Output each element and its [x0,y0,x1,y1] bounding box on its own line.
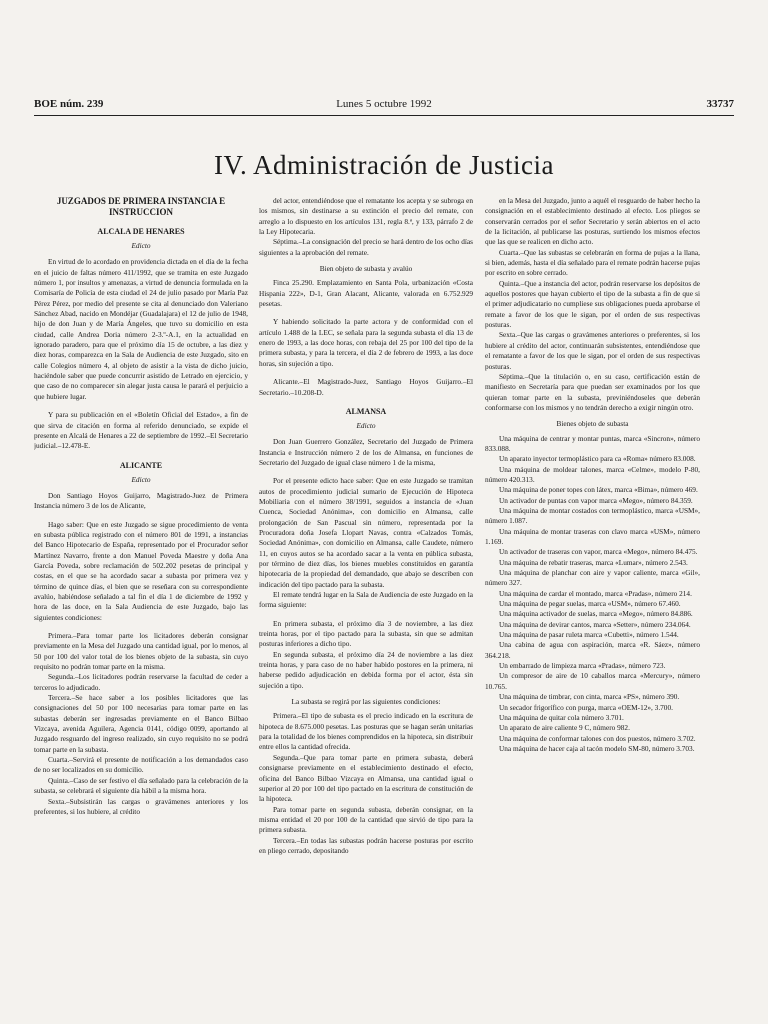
paragraph: Por el presente edicto hace saber: Que en este Juzgado se tramitan autos de procedimiento judicial sumario de Ejecución de Hipoteca Mobiliaria con el número 38/1991, seguidos a instancia de «Juan Cuenca, Sociedad Anónima», con domicilio en Almansa, calle prolongación de San Pascual sin número, representada por la Procuradora doña Josefa Llopart Navas, contra «Calzados Tomás, Sociedad Anónima», con domicilio en Almansa, calle Caudete, número 11, en cuyos autos se ha acordado sacar a la venta en pública subasta, por término de diez días, los bienes muebles constituidos en garantía hipotecaria de la propiedad del demandado, que abajo se describen con indicación del tipo pactado para la subasta. [259,476,473,589]
paragraph: Un aparato inyector termoplástico para ca «Roma» número 83.008. [499,454,696,464]
paragraph: Un secador frigorífico con purga, marca «OEM-12», 3.700. [499,702,673,712]
paragraph: Quinta.–Que a instancia del actor, podrán reservarse los depósitos de aquellos postores que hayan cubierto el tipo de la subasta a fin de que si el primer adjudicatario no cumpliese sus obligaciones pueda aprobarse el remate a favor de los que le sigan, por el orden de sus respectivas posturas. [485,278,700,330]
paragraph: Don Santiago Hoyos Guijarro, Magistrado-Juez de Primera Instancia número 3 de los de Alicante, [34,490,248,511]
paragraph: Hago saber: Que en este Juzgado se sigue procedimiento de venta en subasta pública registrado con el número 801 de 1991, a instancias del Banco Hipotecario de España, representado por el Procurador señor Martínez Navarro, frente a don Manuel Poveda Maestre y doña Ana García Poveda, sobre reclamación de 502.202 pesetas de principal y costas, en el que se ha acordado sacar a subasta por primera vez y término de quince días, el bien que se reseñara con su correspondiente avalúo, habiéndose señalado a tal fin el día 1 de diciembre de 1992 y hora de las doce, en la Sala Audiencia de este Juzgado, bajo las siguientes condiciones: [34,519,248,622]
paragraph: Un compresor de aire de 10 caballos marca «Mercury», número 10.765. [485,671,700,691]
paragraph: En primera subasta, el próximo día 3 de noviembre, a las diez treinta horas, por el tipo pactado para la subasta, sin que se admitan posturas inferiores a dicho tipo. [259,618,473,649]
section-heading: JUZGADOS DE PRIMERA INSTANCIA E INSTRUCCION [56,196,226,217]
paragraph: Don Juan Guerrero González, Secretario del Juzgado de Primera Instancia e Instrucción número 2 de los de Almansa, en funciones de Secretario del Juzgado de igual clase número 1 de la misma, [259,437,473,467]
court-heading: ALMANSA [345,406,387,416]
paragraph: Una máquina de timbrar, con cinta, marca «PS», número 390. [499,692,680,702]
court-heading: ALCALA DE HENARES [97,227,185,236]
journal-issue: BOE núm. 239 [34,98,104,110]
column-2 [259,196,473,1018]
issue-date: Lunes 5 octubre 1992 [336,98,432,110]
paragraph: Cuarta.–Servirá el presente de notificación a los demandados caso de no ser localizados en su domicilio. [34,755,248,775]
paragraph: Y habiendo solicitado la parte actora y de conformidad con el artículo 1.488 de la LEC, se señala para la segunda subasta el día 13 de enero de 1993, a las doce horas, con rebaja del 25 por 100 del tipo de la primera subasta, y para la tercera, el día 2 de febrero de 1993, a las doce horas, sin sujeción a tipo. [259,317,473,368]
paragraph: Séptima.–Que la titulación o, en su caso, certificación están de manifiesto en Secretaría para que puedan ser examinados por los que quieran tomar parte en la subasta, previniéndoseles que deberán conformarse con los mismos y no tendrán derecho a exigir ningún otro. [485,371,700,412]
paragraph: Séptima.–La consignación del precio se hará dentro de los ocho días siguientes a la aprobación del remate. [259,237,473,257]
paragraph: Una máquina de hacer caja al tacón modelo SM-80, número 3.703. [499,743,695,753]
paragraph: Sexta.–Subsistirán las cargas o gravámenes anteriores y los preferentes, si los hubiere, al crédito [34,796,248,816]
paragraph: Una máquina de quitar cola número 3.701. [499,712,624,722]
paragraph: Una máquina de conformar talones con dos puestos, número 3.702. [499,733,696,743]
paragraph: Finca 25.290. Emplazamiento en Santa Pola, urbanización «Costa Hispania 222», D-1, Gran Alacant, Alicante, valorada en 6.752.929 pesetas. [259,278,473,309]
paragraph: Una máquina de montar costados con termoplástico, marca «USM», número 1.087. [485,505,700,526]
paragraph: Cuarta.–Que las subastas se celebrarán en forma de pujas a la llana, si bien, además, hasta el día señalado para el remate podrán hacerse pujas por escrito en sobre cerrado. [485,247,700,278]
paragraph: En virtud de lo acordado en providencia dictada en el día de la fecha en el juicio de faltas número 411/1992, que se tramita en este Juzgado número 1, por insultos y amenazas, a virtud de denuncia formulada en la Comisaría de Policía de esta ciudad el 24 de julio pasado por María Paz Pérez Pérez, por medio del presente se cita al denunciado don Valeriano Sánchez Abad, nacido en Mondéjar (Guadalajara) el 12 de julio de 1948, hijo de don Juan y de María Ángeles, que tuvo su domicilio en esta ciudad, calle Andrea Doria número 2-3.º-A.1, en la actualidad en ignorado paradero, para que el próximo día 15 de octubre, a las diez y diez horas, comparezca en la Sala de Audiencia de este Juzgado, sito en calle Colegios número 4, al objeto de asistir a la vista de dicho juicio, haciéndole saber que puede concurrir asistido de Letrado en ejercicio, y que caso de no comparecer sin alegar justa causa le parará el perjuicio a que hubiere lugar. [34,257,248,401]
paragraph: Segunda.–Los licitadores podrán reservarse la facultad de ceder a terceros lo adjudicado. [34,672,248,692]
column-1 [34,196,248,1018]
paragraph: Y para su publicación en el «Boletín Oficial del Estado», a fin de que sirva de citación en forma al referido denunciado, se expide el presente en Alcalá de Henares a 22 de septiembre de 1992.–El Secretario judicial.–12.478-E. [34,410,248,451]
paragraph: Una cabina de agua con aspiración, marca «R. Sáez», número 364.218. [485,640,700,660]
paragraph: Primera.–Para tomar parte los licitadores deberán consignar previamente en la Mesa del Juzgado una cantidad igual, por lo menos, al 50 por 100 del valor total de los bienes objeto de la subasta, sin cuyo requisito no podrán tomar parte en la misma. [34,631,248,672]
paragraph: Para tomar parte en segunda subasta, deberán consignar, en la misma entidad el 20 por 100 de la cantidad que sirvió de tipo para la primera subasta. [259,804,473,835]
paragraph: Un embarrado de limpieza marca «Pradas», número 723. [499,661,666,671]
paragraph: Tercera.–En todas las subastas podrán hacerse posturas por escrito en pliego cerrado, depositando [259,835,473,855]
edict-label: Edicto [131,474,151,484]
column-3 [485,196,700,1018]
paragraph: Quinta.–Caso de ser festivo el día señalado para la celebración de la subasta, se celebrará el siguiente día hábil a la misma hora. [34,775,248,796]
paragraph: El remate tendrá lugar en la Sala de Audiencia de este Juzgado en la forma siguiente: [259,590,473,610]
section-title: IV. Administración de Justicia [214,150,554,180]
paragraph: Alicante.–El Magistrado-Juez, Santiago Hoyos Guijarro.–El Secretario.–10.208-D. [259,377,473,397]
paragraph: Una máquina de rebatir traseras, marca «Lumar», número 2.543. [499,557,688,567]
paragraph: En segunda subasta, el próximo día 24 de noviembre a las diez treinta horas, y para caso de no haber habido postores en la primera, ni haberse pedido adjudicación en debida forma por el actor, ésta sin sujeción a tipo. [259,649,473,690]
paragraph: Una máquina de pasar ruleta marca «Cubetti», número 1.544. [499,630,679,640]
paragraph: Una máquina de moldear talones, marca «Celme», modelo P-80, número 420.313. [485,464,700,484]
subheading: La subasta se regirá por las siguientes condiciones: [291,697,441,707]
subheading: Bien objeto de subasta y avalúo [319,264,413,274]
header-rule [34,115,734,116]
paragraph: Una máquina de devirar cantos, marca «Setter», número 234.064. [499,619,691,629]
paragraph: Una máquina de pegar suelas, marca «USM», número 67.460. [499,599,681,609]
paragraph: del actor, entendiéndose que el rematante los acepta y se subroga en los mismos, sin destinarse a su extinción el precio del remate, con arreglo a lo dispuesto en los artículos 131, regla 8.ª, y 133, párrafo 2 de la Ley Hipotecaria. [259,196,473,237]
edict-label: Edicto [356,420,376,430]
edict-label: Edicto [131,241,151,250]
paragraph: Un activador de traseras con vapor, marca «Mego», número 84.475. [499,547,698,557]
paragraph: Una máquina de poner topes con látex, marca «Bima», número 469. [499,485,698,495]
subheading: Bienes objeto de subasta [556,419,629,429]
paragraph: Una máquina de centrar y montar puntas, marca «Sincron», número 833.088. [485,433,700,453]
paragraph: Un aparato de aire caliente 9 C, número 982. [499,723,630,733]
page-header [34,98,734,114]
paragraph: Una máquina de planchar con aire y vapor caliente, marca «Gil», número 327. [485,568,700,588]
page-number: 33737 [706,98,734,110]
paragraph: Primera.–El tipo de subasta es el precio indicado en la escritura de hipoteca de 8.675.000 pesetas. Las posturas que se hagan serán unitarias para la totalidad de los bienes comprendidos en la hipoteca, sin distribuir entre ellos la cantidad ofrecida. [259,711,473,752]
paragraph: Un activador de puntas con vapor marca «Mego», número 84.359. [499,495,693,505]
paragraph: Sexta.–Que las cargas o gravámenes anteriores o preferentes, si los hubiere al crédito del actor, continuarán subsistentes, entendiéndose que el rematante a favor de los que le sigan, por el orden de sus respectivas posturas. [485,330,700,371]
paragraph: Una máquina de cardar el montado, marca «Pradas», número 214. [499,588,692,598]
paragraph: Tercera.–Se hace saber a los posibles licitadores que las consignaciones del 50 por 100 necesarias para tomar parte en las subastas deberán ser ingresadas previamente en el Banco Bilbao Vizcaya, avenida Aguilera, Agencia 0141, código 0099, aportando al Juzgado resguardo del ingreso realizado, sin cuyo requisito no se podrá tomar parte en la subasta. [34,693,248,754]
paragraph: Una máquina activador de suelas, marca «Mego», número 84.886. [499,609,693,619]
paragraph: en la Mesa del Juzgado, junto a aquél el resguardo de haber hecho la consignación en el establecimiento destinado al efecto. Los pliegos se conservarán cerrados por el señor Secretario y serán abiertos en el acto de la licitación, al publicarse las posturas, surtiendo los mismos efectos que las que se realicen en dicho acto. [485,196,700,247]
paragraph: Una máquina de montar traseras con clavo marca «USM», número 1.169. [485,526,700,546]
court-heading: ALICANTE [119,460,163,470]
paragraph: Segunda.–Que para tomar parte en primera subasta, deberá consignarse previamente en el establecimiento destinado el efecto, oficina del Banco Bilbao Vizcaya en Almansa, una cantidad igual o superior al 20 por 100 del tipo pactado en la escritura de constitución de la hipoteca. [259,752,473,804]
